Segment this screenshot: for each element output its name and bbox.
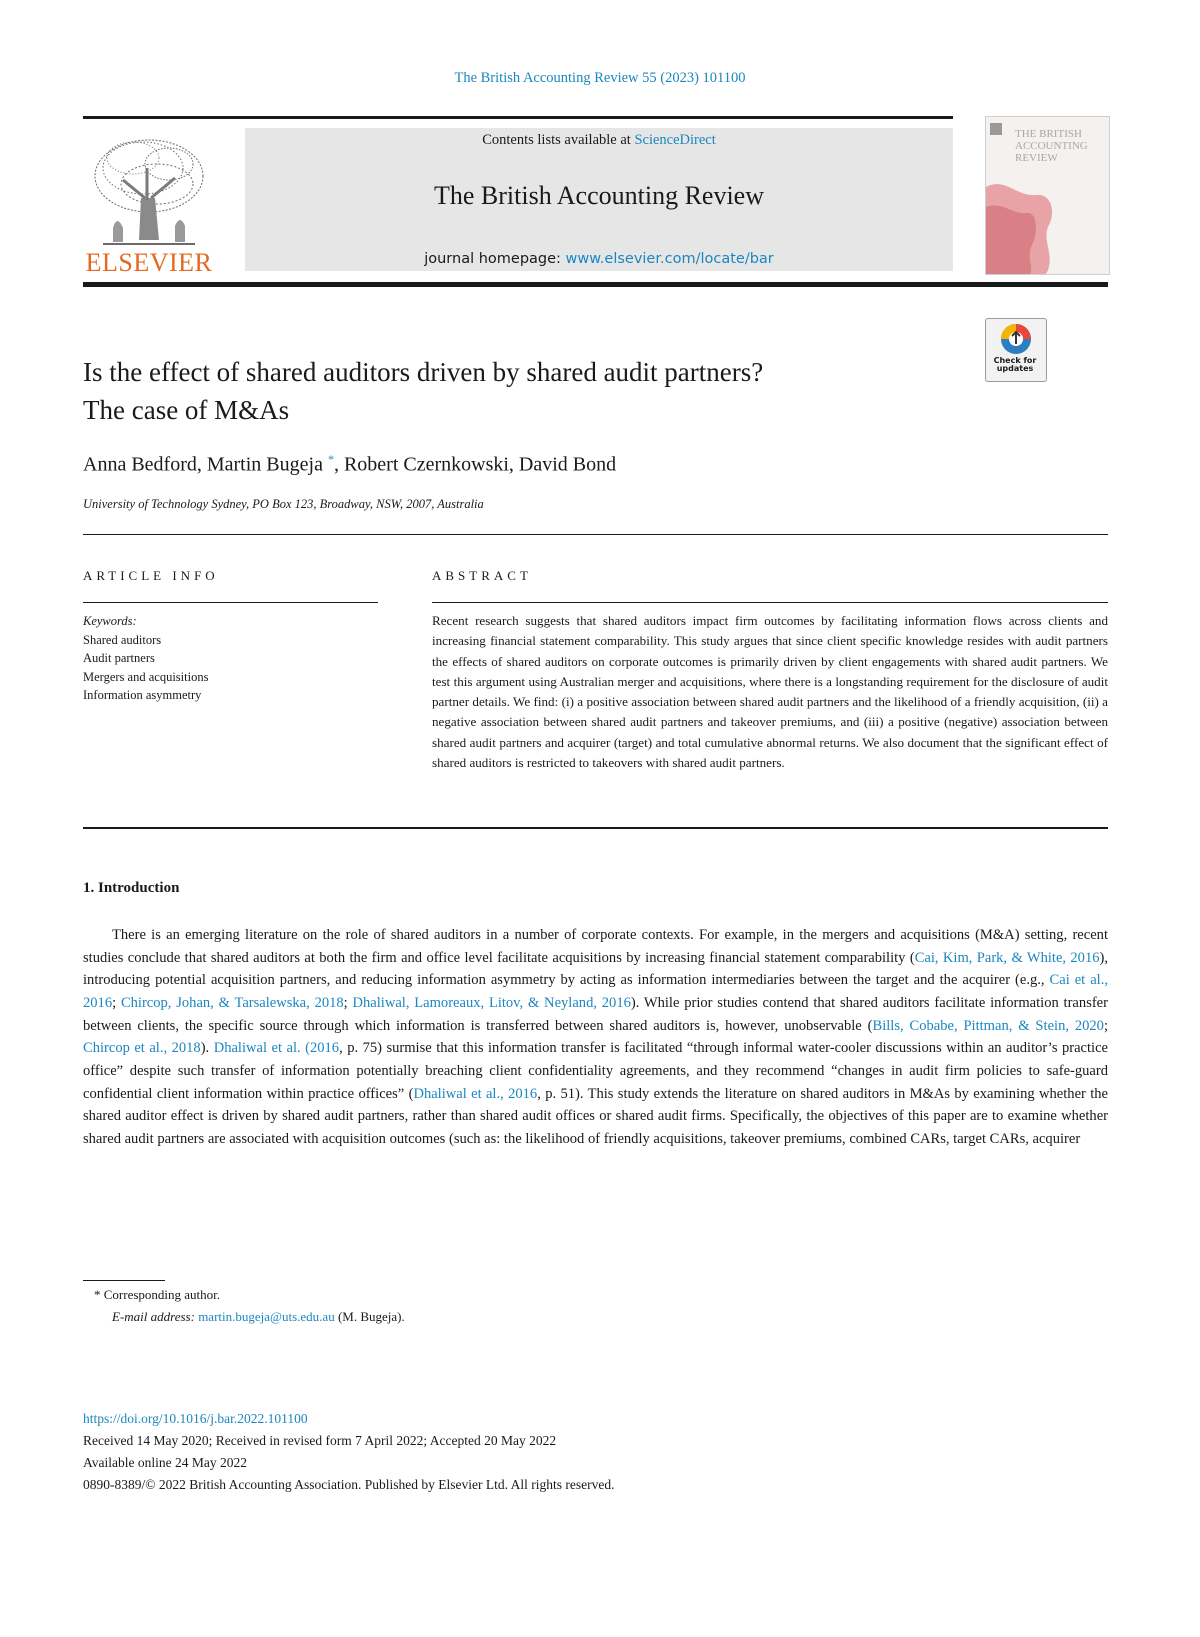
keyword-item: Shared auditors [83, 632, 162, 647]
homepage-link[interactable]: www.elsevier.com/locate/bar [565, 251, 774, 267]
homepage-prefix: journal homepage: [424, 251, 566, 267]
keywords-title: Keywords: [83, 614, 137, 628]
masthead-bottom-rule [83, 282, 1108, 287]
intro-text: ; [343, 994, 353, 1011]
available-online-date: Available online 24 May 2022 [83, 1455, 247, 1470]
article-info-heading: ARTICLE INFO [83, 568, 219, 583]
author-list [83, 452, 616, 477]
email-link[interactable]: martin.bugeja@uts.edu.au [198, 1309, 335, 1324]
intro-text: ; [112, 994, 121, 1011]
citation-link[interactable]: Dhaliwal et al. (2016 [213, 1040, 340, 1057]
authors-part-1: Anna Bedford, Martin Bugeja [83, 453, 328, 476]
citation-link[interactable]: Dhaliwal, Lamoreaux, Litov, & Neyland, 2016 [352, 994, 631, 1011]
abstract-text: Recent research suggests that shared auditors impact firm outcomes by facilitating information flows across clients and increasing financial statement comparability. This study argues that since client specific knowledge resides with audit partners the effects of shared auditors on corporate outcomes is primarily driven by client engagements with shared audit partners. We test this argument using Australian merger and acquisitions, where there is a longstanding requirement for the disclosure of audit partner details. We find: (i) a positive association between shared audit partners and the likelihood of a friendly acquisition, (ii) a negative association between shared audit partners and takeover premiums, and (iii) a positive (negative) association between shared audit partners and acquirer (target) and total cumulative abnormal returns. We also document that the significant effect of shared auditors is restricted to takeovers with shared audit partners. [432, 613, 1108, 771]
header-divider [83, 534, 1108, 535]
homepage-line [245, 251, 953, 267]
footnote-rule [83, 1280, 165, 1281]
keyword-item: Audit partners [83, 651, 155, 665]
intro-text: , p. 51). This study extends the literature on shared auditors in M&As by examining whether the shared auditor effect is driven by shared audit partners, rather than shared audit offices or shared audit firms. Specifically, the objectives of this paper are to examine whether shared audit partners are associated with acquisition outcomes (such as: the likelihood of friendly acquisitions, takeover premiums, combined CARs, target CARs, acquirer [83, 1085, 1108, 1147]
citation-link[interactable]: Cai et al., 2016 [83, 972, 1108, 1011]
introduction-paragraph [83, 924, 1108, 1151]
citation-link[interactable]: Chircop et al., 2018 [83, 1040, 201, 1057]
email-suffix: (M. Bugeja). [334, 1309, 405, 1324]
received-dates: Received 14 May 2020; Received in revised form 7 April 2022; Accepted 20 May 2022 [83, 1433, 557, 1448]
footnote-corresponding-text: Corresponding author. [100, 1287, 221, 1302]
cover-title-text: THE BRITISH ACCOUNTING REVIEW [1015, 128, 1088, 164]
copyright-line: 0890-8389/© 2022 British Accounting Association. Published by Elsevier Ltd. All rights reserved. [83, 1477, 615, 1492]
citation-link[interactable]: Bills, Cobabe, Pittman, & Stein, 2020 [872, 1017, 1104, 1034]
sciencedirect-link[interactable]: ScienceDirect [634, 132, 716, 148]
journal-title: The British Accounting Review [433, 181, 764, 210]
keyword-item: Information asymmetry [83, 688, 202, 702]
citation-link[interactable]: Dhaliwal et al., 2016 [413, 1085, 538, 1102]
masthead-top-rule [83, 116, 953, 119]
email-label: E-mail address: [112, 1309, 195, 1324]
title-line-1: Is the effect of shared auditors driven by shared audit partners? [83, 357, 764, 387]
intro-text: There is an emerging literature on the role of shared auditors in a number of corporate contexts. For example, in the mergers and acquisitions (M&A) setting, recent studies conclude that shared auditors at both the firm and office level facilitate acquisitions by increasing financial statement comparability ( [83, 927, 1108, 966]
section-heading-introduction: 1. Introduction [83, 880, 180, 896]
keyword-item: Mergers and acquisitions [83, 669, 209, 684]
authors-part-2: , Robert Czernkowski, David Bond [333, 453, 617, 476]
elsevier-wordmark: ELSEVIER [85, 248, 213, 277]
citation-link[interactable]: Cai, Kim, Park, & White, 2016 [914, 949, 1100, 966]
citation-link[interactable]: Chircop, Johan, & Tarsalewska, 2018 [120, 994, 344, 1011]
article-title [83, 353, 963, 429]
doi-link[interactable]: https://doi.org/10.1016/j.bar.2022.101100 [83, 1411, 308, 1426]
corresponding-author-marker[interactable]: * [327, 452, 334, 466]
abstract-rule [432, 602, 1108, 603]
article-info-rule [83, 602, 378, 603]
intro-text: ). [200, 1040, 214, 1057]
title-line-2: The case of M&As [83, 395, 290, 425]
contents-prefix: Contents lists available at [482, 132, 635, 148]
affiliation: University of Technology Sydney, PO Box 123, Broadway, NSW, 2007, Australia [83, 497, 484, 511]
footnote-email [112, 1309, 405, 1325]
abstract-heading: ABSTRACT [432, 568, 532, 583]
footnote-corresponding-author [94, 1287, 220, 1303]
abstract-bottom-rule [83, 827, 1108, 829]
intro-text: , p. 75) surmise that this information transfer is facilitated “through informal water-cooler discussions within an auditor’s practice office” despite such transfer of information potentially breaching client confidentiality agreements, and they recommend “changes in audit firm policies to safe-guard confidential client information within practice offices” ( [83, 1040, 1109, 1102]
intro-text: ; [1103, 1017, 1108, 1034]
intro-text: ). While prior studies contend that shared auditors facilitate information transfer between clients, the specific source through which information is transferred between shared auditors is, however, unobservable ( [83, 994, 1108, 1034]
intro-text: ), introducing potential acquisition partners, and reducing information asymmetry by acting as information intermediaries between the target and the acquirer (e.g., [83, 949, 1108, 989]
running-head[interactable]: The British Accounting Review 55 (2023) 101100 [454, 70, 746, 86]
check-for-updates-label: Check for updates [993, 356, 1037, 373]
contents-line [245, 132, 953, 149]
check-for-updates-icon [986, 319, 1046, 359]
keywords-block [83, 612, 208, 705]
footnote-marker: * [94, 1287, 101, 1302]
